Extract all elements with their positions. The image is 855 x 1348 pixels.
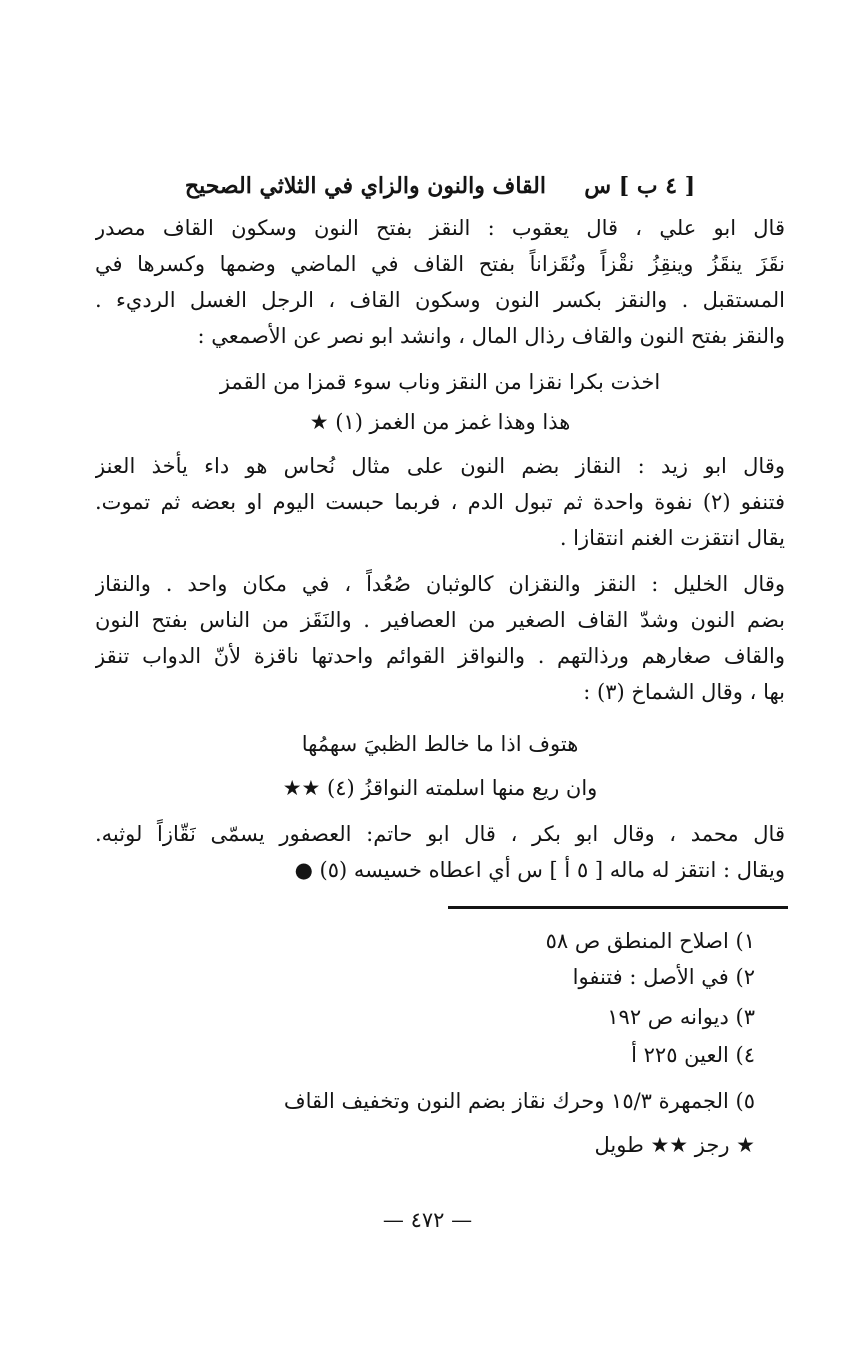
verse-line: هذا وهذا غمز من الغمز (١) ★ [309,410,571,434]
footnote-divider [448,906,788,909]
folio-marker: [ ٤ ب ] س [584,173,696,199]
body-line: وقال الخليل : النقز والنقزان كالوثبان صُعُداً ، في مكان واحد . والنقاز [95,572,785,596]
body-line: نقَزَ ينقَزُ وينقِزُ نقْزاً ونُقَزاناً بفتح القاف في الماضي وضمها وكسرها في [95,252,785,276]
footnote: ٣) ديوانه ص ١٩٢ [607,1005,755,1029]
body-line: والقاف صغارهم ورذالتهم . والنواقز القوائم واحدتها ناقزة لأنّ الدواب تنقز [95,644,785,668]
body-line: فتنفو (٢) نفوة واحدة ثم تبول الدم ، فربما حبست اليوم او بعضه ثم تموت. [95,490,785,514]
page-number: — ٤٧٢ — [382,1208,473,1232]
body-line: والنقز بفتح النون والقاف رذال المال ، وانشد ابو نصر عن الأصمعي : [197,324,785,348]
footnote: ٥) الجمهرة ١٥/٣ وحرك نقاز بضم النون وتخفيف القاف [283,1089,755,1113]
verse-line: اخذت بكرا نقزا من النقز وناب سوء قمزا من القمز [219,370,661,394]
footnote: ٤) العين ٢٢٥ أ [631,1043,755,1067]
body-line: يقال انتقزت الغنم انتقازا . [559,526,785,550]
body-line: المستقبل . والنقز بكسر النون وسكون القاف ، الرجل الغسل الرديء . [95,288,785,312]
page-title: القاف والنون والزاي في الثلاثي الصحيح [184,173,546,199]
footnote: ٢) في الأصل : فتنفوا [572,965,755,989]
body-line: قال ابو علي ، قال يعقوب : النقز بفتح النون وسكون القاف مصدر [95,216,785,240]
body-line: بضم النون وشدّ القاف الصغير من العصافير . والنَقَز من الناس بفتح النون [95,608,785,632]
section-heading [95,168,785,204]
footnote: ١) اصلاح المنطق ص ٥٨ [545,929,755,953]
body-line: بها ، وقال الشماخ (٣) : [583,680,785,704]
verse-line: وان ريع منها اسلمته النواقزُ (٤) ★★ [282,776,598,800]
body-line: وقال ابو زيد : النقاز بضم النون على مثال نُحاس هو داء يأخذ العنز [95,454,785,478]
footnote-legend: ★ رجز ★★ طويل [594,1133,755,1157]
verse-line: هتوف اذا ما خالط الظبيَ سهمُها [301,732,579,756]
body-line: قال محمد ، وقال ابو بكر ، قال ابو حاتم: العصفور يسمّى نَقّازاً لوثبه. [95,822,785,846]
body-line: ويقال : انتقز له ماله [ ٥ أ ] س أي اعطاه خسيسه (٥) ● [294,858,785,882]
